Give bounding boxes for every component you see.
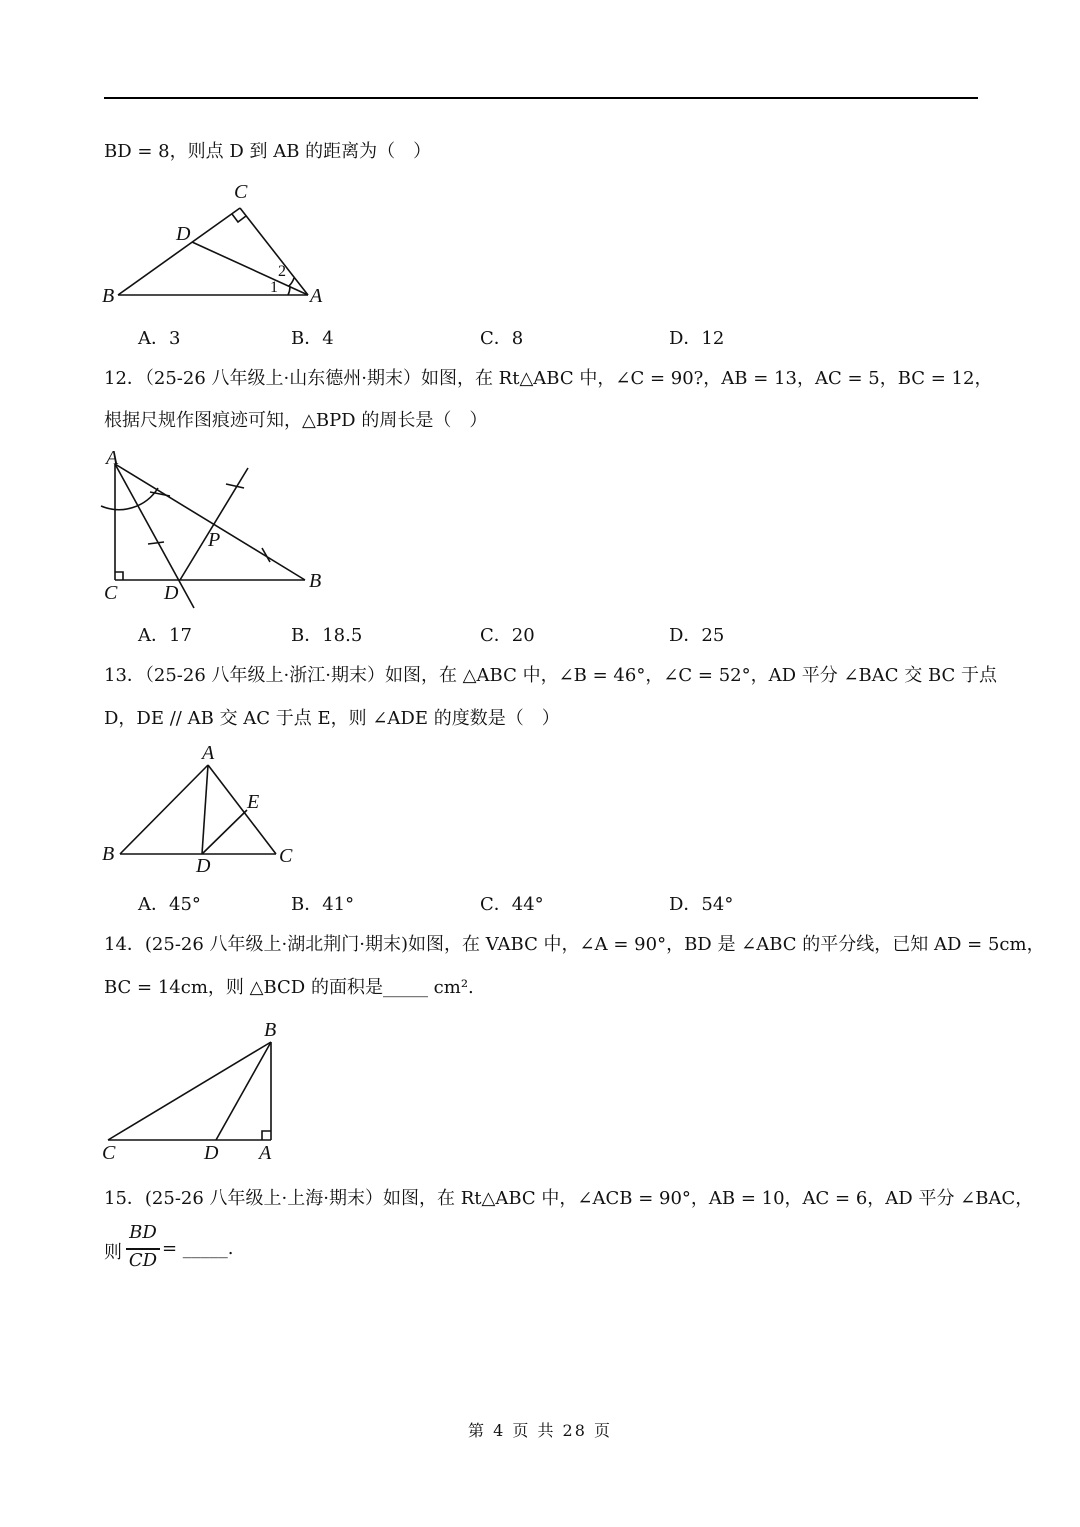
q12-options xyxy=(138,621,838,649)
q12-label-p: P xyxy=(208,529,221,551)
q13-label-d: D xyxy=(196,855,211,877)
q11-segment-bc xyxy=(118,208,240,295)
q11-label-d: D xyxy=(176,223,191,245)
q12-label-a: A xyxy=(106,447,119,469)
q13-label-c: C xyxy=(279,845,293,867)
q12-perpendicular-bisector xyxy=(180,468,248,580)
q13-stem-line1: 13．（25-26 八年级上·浙江·期末）如图，在 △ABC 中，∠B = 46°，∠C = 52°，AD 平分 ∠BAC 交 BC 于点 xyxy=(104,665,998,686)
q15-lead-text: 则 xyxy=(104,1242,122,1263)
q11-label-angle1: 1 xyxy=(270,279,278,296)
q11-figure xyxy=(100,178,340,313)
q14-figure xyxy=(98,1017,298,1167)
q12-option-b[interactable]: B．18.5 xyxy=(291,625,363,646)
q14-segment-cb xyxy=(108,1042,271,1140)
q12-label-d: D xyxy=(164,582,179,604)
q14-label-d: D xyxy=(204,1142,219,1164)
q11-option-b[interactable]: B．4 xyxy=(291,328,334,349)
q12-right-angle-mark xyxy=(115,572,123,580)
q12-bisector-ad xyxy=(115,464,194,608)
q12-option-d[interactable]: D．25 xyxy=(669,625,725,646)
q13-options xyxy=(138,890,838,918)
q13-option-c[interactable]: C．44° xyxy=(480,894,544,915)
q11-label-c: C xyxy=(234,181,248,203)
q13-segment-ad xyxy=(202,765,208,854)
q15-stem-line1: 15．(25-26 八年级上·上海·期末）如图，在 Rt△ABC 中，∠ACB = 90°，AB = 10，AC = 6，AD 平分 ∠BAC， xyxy=(104,1188,1034,1209)
q12-segment-ab xyxy=(115,464,305,580)
q13-segment-de xyxy=(202,810,247,854)
header-rule xyxy=(104,97,978,99)
q11-option-a[interactable]: A．3 xyxy=(138,328,181,349)
q15-denominator: CD xyxy=(128,1250,158,1271)
q14-right-angle-mark xyxy=(262,1131,271,1140)
q13-segment-ba xyxy=(120,765,208,854)
q13-label-a: A xyxy=(202,742,215,764)
q13-stem-line2: D，DE // AB 交 AC 于点 E，则 ∠ADE 的度数是（ ） xyxy=(104,708,560,729)
q12-label-c: C xyxy=(104,582,118,604)
q14-stem-line2: BC = 14cm，则 △BCD 的面积是_____ cm². xyxy=(104,977,474,998)
q14-segment-db xyxy=(216,1042,271,1140)
q13-label-e: E xyxy=(247,791,260,813)
q12-arc-mark-2 xyxy=(148,542,164,544)
q14-stem-line1: 14．(25-26 八年级上·湖北荆门·期末)如图，在 VABC 中，∠A = 90°，BD 是 ∠ABC 的平分线，已知 AD = 5cm， xyxy=(104,934,1045,955)
q11-option-d[interactable]: D．12 xyxy=(669,328,725,349)
q12-label-b: B xyxy=(309,570,322,592)
q12-option-a[interactable]: A．17 xyxy=(138,625,192,646)
q11-label-a: A xyxy=(310,285,323,307)
q14-label-a: A xyxy=(259,1142,272,1164)
q12-stem-line1: 12．（25-26 八年级上·山东德州·期末）如图，在 Rt△ABC 中，∠C = 90?，AB = 13，AC = 5，BC = 12， xyxy=(104,368,993,389)
q13-figure xyxy=(98,738,318,878)
q13-option-a[interactable]: A．45° xyxy=(138,894,201,915)
q14-label-c: C xyxy=(102,1142,116,1164)
q11-right-angle-mark xyxy=(232,214,246,222)
q11-label-b: B xyxy=(102,285,115,307)
q13-segment-ac xyxy=(208,765,276,854)
q13-option-d[interactable]: D．54° xyxy=(669,894,734,915)
q15-fraction-expression xyxy=(104,1222,404,1278)
q15-answer-blank[interactable]: = _____. xyxy=(162,1238,234,1259)
q12-option-c[interactable]: C．20 xyxy=(480,625,535,646)
q12-figure xyxy=(98,444,338,614)
q11-options xyxy=(138,324,838,352)
q11-option-c[interactable]: C．8 xyxy=(480,328,524,349)
q13-label-b: B xyxy=(102,843,115,865)
q11-angle1-arc xyxy=(288,287,290,295)
q12-arc-mark-4 xyxy=(226,484,244,488)
q11-continuation-text: BD = 8，则点 D 到 AB 的距离为（ ） xyxy=(104,141,432,162)
q11-angle2-arc xyxy=(289,278,294,286)
q13-option-b[interactable]: B．41° xyxy=(291,894,355,915)
q12-stem-line2: 根据尺规作图痕迹可知，△BPD 的周长是（ ） xyxy=(104,410,488,431)
q15-numerator: BD xyxy=(129,1222,157,1243)
q11-label-angle2: 2 xyxy=(278,263,286,280)
q14-label-b: B xyxy=(264,1019,277,1041)
page-footer: 第 4 页 共 28 页 xyxy=(468,1421,612,1440)
